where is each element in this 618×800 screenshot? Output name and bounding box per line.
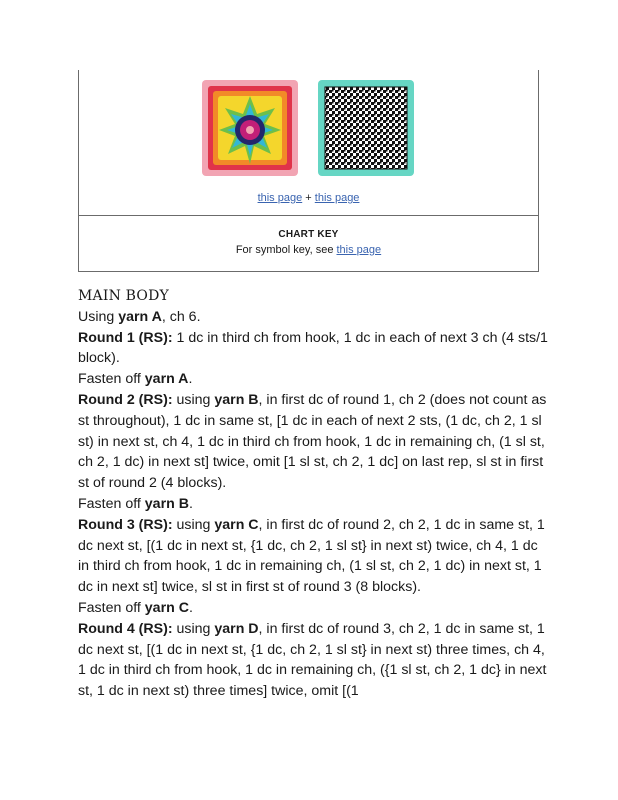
pattern-text bbox=[78, 286, 548, 702]
figure-link-1[interactable]: this page bbox=[257, 192, 303, 204]
round-3 bbox=[78, 515, 548, 598]
round-label: Round 2 (RS): bbox=[78, 391, 173, 408]
text-span: , ch 6. bbox=[161, 308, 201, 325]
text-span: . bbox=[188, 495, 193, 512]
crochet-squares-photo bbox=[79, 78, 538, 182]
chart-key bbox=[79, 216, 538, 272]
instruction-start bbox=[78, 307, 548, 328]
section-heading: MAIN BODY bbox=[78, 288, 169, 304]
plus-sign: + bbox=[305, 192, 312, 204]
yarn-label: yarn C bbox=[144, 599, 189, 616]
star-square-image bbox=[201, 78, 299, 178]
text-span: . bbox=[188, 371, 193, 388]
round-text: , in first dc of round 3, ch 2, 1 dc in same st, 1 dc next st, [(1 dc in next st, {1 dc, ch 2, 1 sl st} in next st) three times, ch 4, 1 dc in third ch from hook, 1 dc in remaining ch, ({1 sl st, ch 2, 1 dc} in next st, 1 dc in next st) three times] twice, omit [(1 bbox=[78, 620, 547, 700]
yarn-label: yarn D bbox=[214, 620, 259, 637]
text-span: using bbox=[172, 620, 211, 637]
chart-key-body bbox=[79, 244, 538, 256]
round-2 bbox=[78, 390, 548, 494]
chart-key-text: For symbol key, see bbox=[235, 244, 334, 256]
chart-key-link[interactable]: this page bbox=[336, 244, 382, 256]
round-text: , in first dc of round 1, ch 2 (does not count as st throughout), 1 dc in same st, [1 dc in each of next 2 sts, (1 dc, ch 2, 1 sl st) in next st, ch 4, 1 dc in third ch from hook, 1 dc in remaining ch, (1 sl st, ch 2, 1 dc) in next st] twice, omit [1 sl st, ch 2, 1 dc] on last rep, sl st in first st of round 2 (4 blocks). bbox=[78, 391, 547, 492]
round-label: Round 3 (RS): bbox=[78, 516, 173, 533]
text-span: Fasten off bbox=[78, 371, 141, 388]
figure-links bbox=[79, 192, 538, 204]
yarn-label: yarn B bbox=[214, 391, 259, 408]
text-span: Using bbox=[78, 308, 115, 325]
round-4 bbox=[78, 619, 548, 702]
figure-link-2[interactable]: this page bbox=[314, 192, 360, 204]
text-span: using bbox=[172, 516, 211, 533]
yarn-label: yarn A bbox=[118, 308, 162, 325]
round-text: , in first dc of round 2, ch 2, 1 dc in same st, 1 dc next st, [(1 dc in next st, {1 dc, ch 2, 1 sl st} in next st) twice, ch 4, 1 dc in third ch from hook, 1 dc in remaining ch, (1 sl st, ch 2, 1 dc) in next st, 1 dc in next st] twice, sl st in first st of round 3 (8 blocks). bbox=[78, 516, 545, 596]
text-span: . bbox=[188, 599, 193, 616]
text-span: Fasten off bbox=[78, 599, 141, 616]
chart-key-title: CHART KEY bbox=[278, 229, 339, 240]
round-text: 1 dc in third ch from hook, 1 dc in each of next 3 ch (4 sts/1 block). bbox=[78, 329, 548, 367]
fasten-off-b bbox=[78, 494, 548, 515]
text-span: using bbox=[172, 391, 211, 408]
yarn-label: yarn B bbox=[144, 495, 189, 512]
fasten-off-a bbox=[78, 369, 548, 390]
yarn-label: yarn A bbox=[144, 371, 189, 388]
figure-box bbox=[78, 70, 539, 272]
yarn-label: yarn C bbox=[214, 516, 259, 533]
round-label: Round 4 (RS): bbox=[78, 620, 173, 637]
round-1 bbox=[78, 328, 548, 370]
text-span: Fasten off bbox=[78, 495, 141, 512]
figure-panel bbox=[79, 70, 538, 216]
round-label: Round 1 (RS): bbox=[78, 329, 173, 346]
fasten-off-c bbox=[78, 598, 548, 619]
houndstooth-square-image bbox=[317, 78, 415, 178]
